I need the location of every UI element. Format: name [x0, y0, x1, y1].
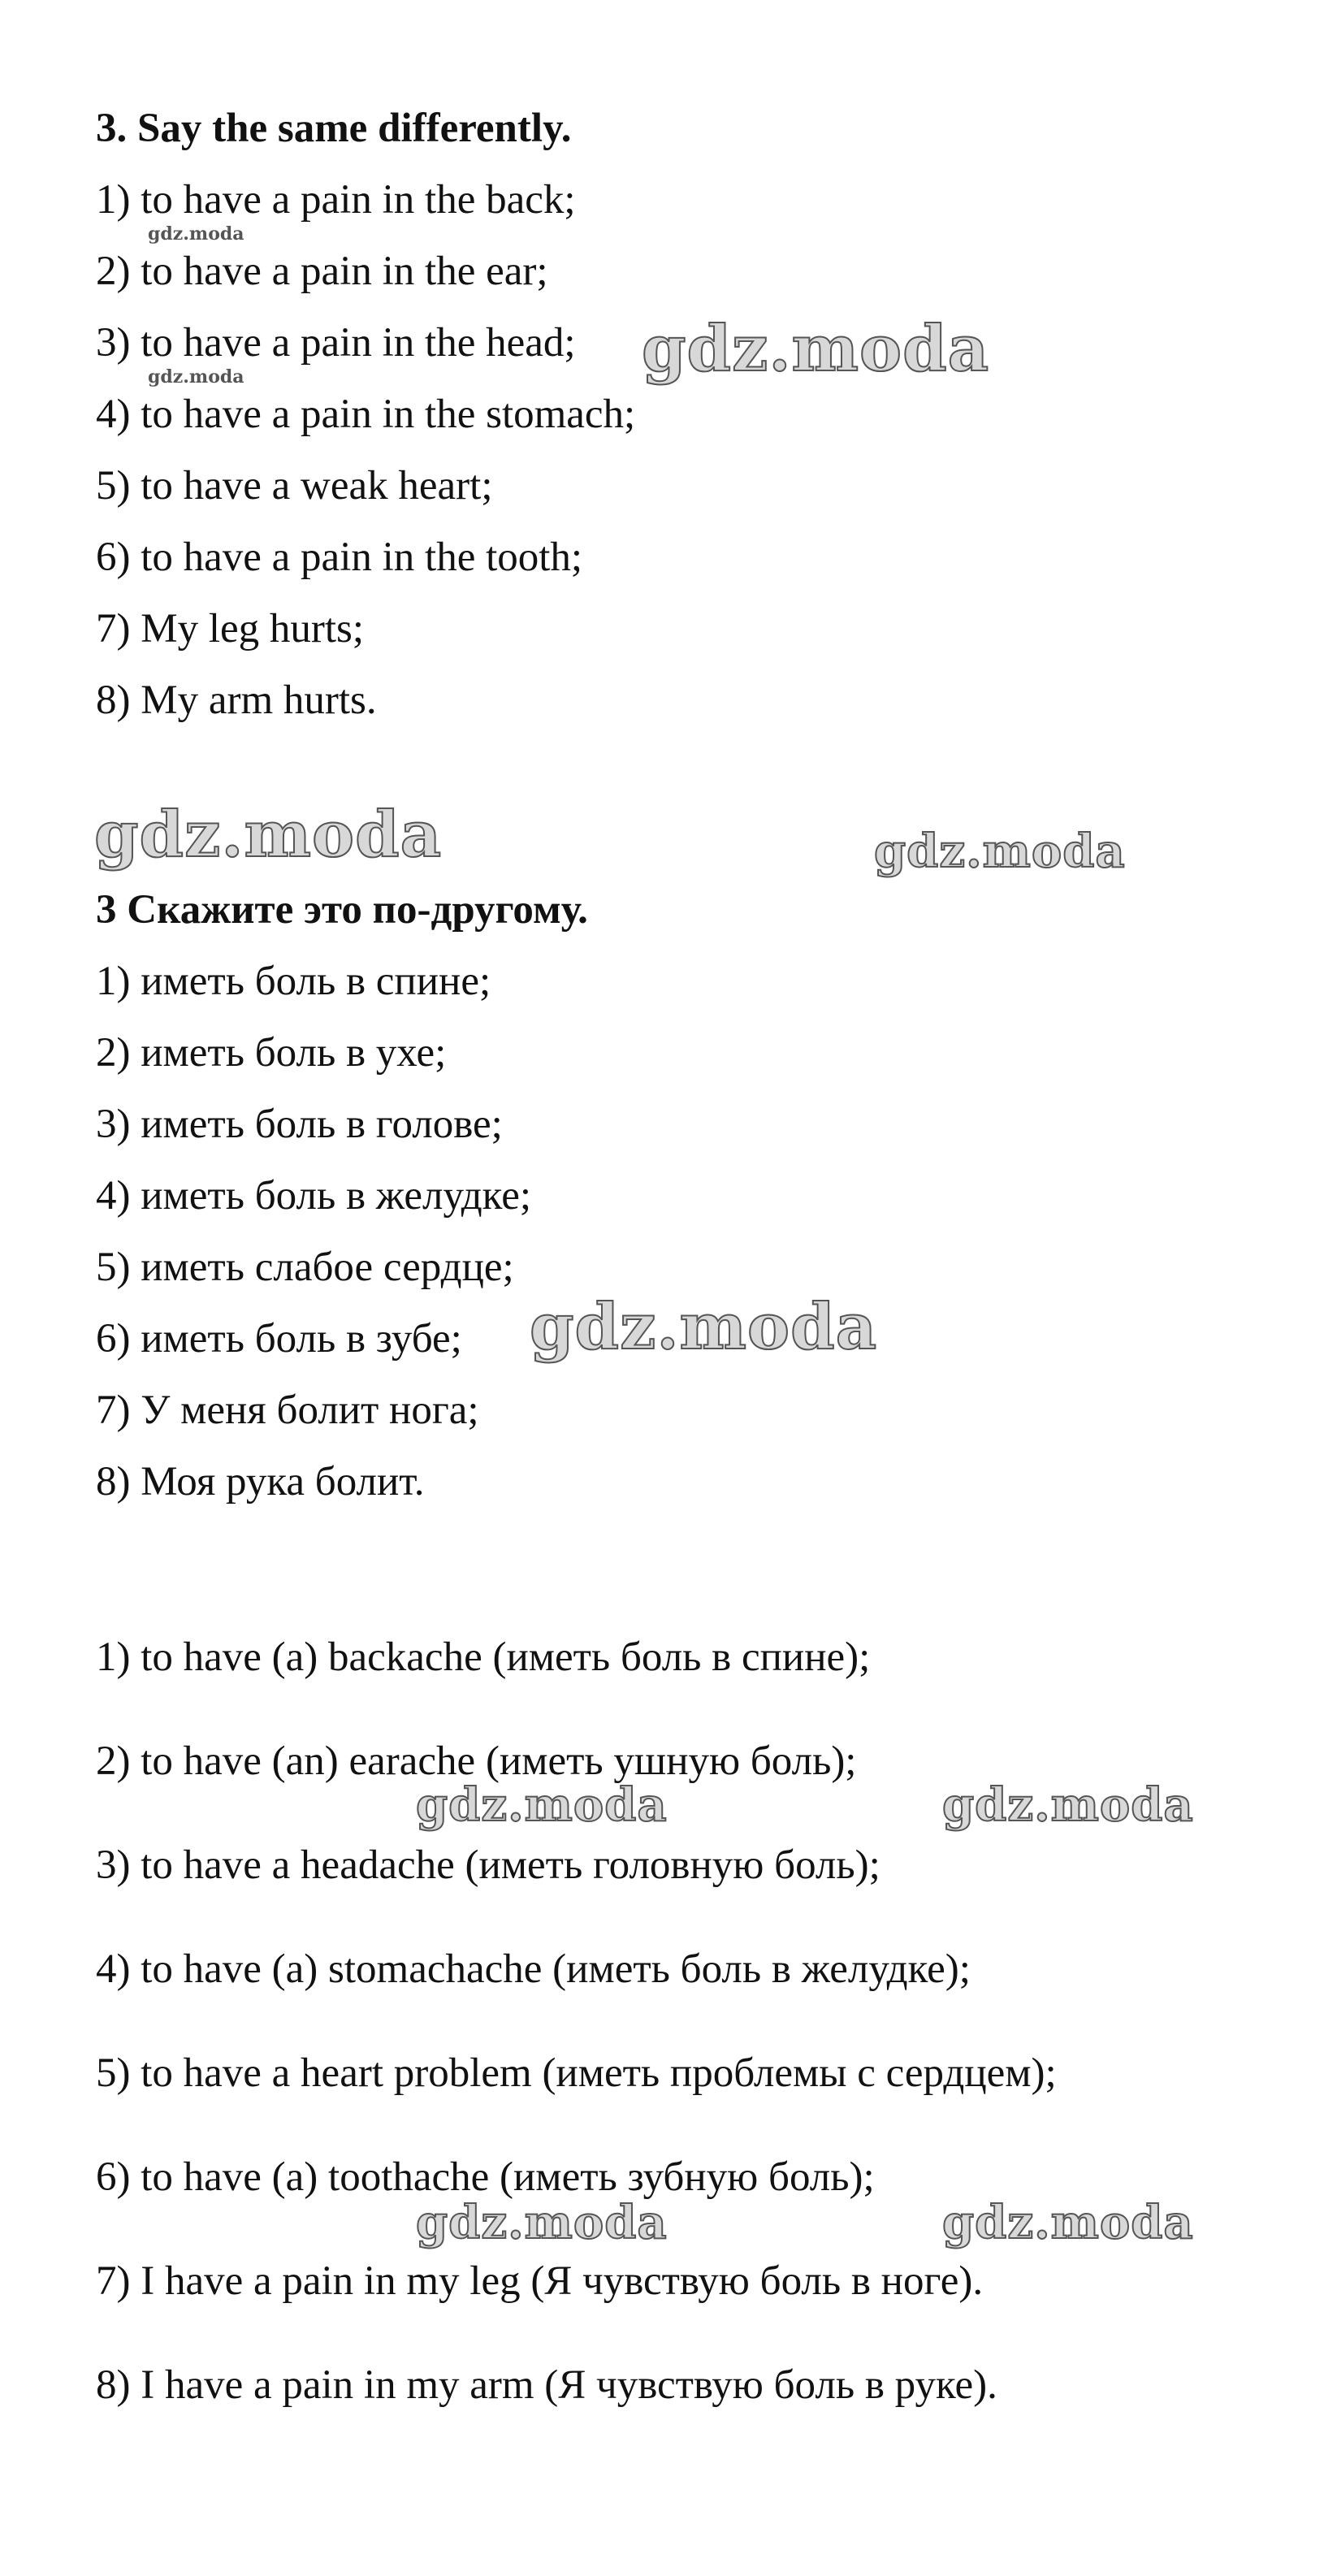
- russian-heading: 3 Скажите это по-другому.: [96, 887, 588, 933]
- english-item-2: 2) to have a pain in the ear;: [96, 249, 548, 294]
- watermark: gdz.moda: [942, 1778, 1194, 1832]
- english-item-1: 1) to have a pain in the back;: [96, 177, 576, 223]
- answer-5: 5) to have a heart problem (иметь проблемы с сердцем);: [96, 2050, 1057, 2096]
- english-item-6: 6) to have a pain in the tooth;: [96, 535, 583, 580]
- answer-2: 2) to have (an) earache (иметь ушную боль);: [96, 1738, 857, 1784]
- watermark: gdz.moda: [530, 1290, 878, 1364]
- russian-item-8: 8) Моя рука болит.: [96, 1459, 425, 1504]
- answer-1: 1) to have (a) backache (иметь боль в спине);: [96, 1634, 871, 1680]
- answer-4: 4) to have (a) stomachache (иметь боль в желудке);: [96, 1946, 971, 1992]
- watermark: gdz.moda: [874, 825, 1126, 878]
- russian-item-2: 2) иметь боль в ухе;: [96, 1030, 447, 1076]
- watermark: gdz.moda: [148, 223, 244, 245]
- watermark: gdz.moda: [148, 366, 244, 387]
- english-item-5: 5) to have a weak heart;: [96, 463, 493, 509]
- answer-3: 3) to have a headache (иметь головную боль);: [96, 1842, 881, 1888]
- answer-6: 6) to have (a) toothache (иметь зубную боль);: [96, 2154, 875, 2200]
- watermark: gdz.moda: [942, 2196, 1194, 2249]
- russian-item-5: 5) иметь слабое сердце;: [96, 1245, 514, 1290]
- russian-item-6: 6) иметь боль в зубе;: [96, 1316, 462, 1362]
- english-heading: 3. Say the same differently.: [96, 106, 572, 151]
- watermark: gdz.moda: [94, 798, 443, 872]
- russian-item-1: 1) иметь боль в спине;: [96, 959, 491, 1004]
- english-item-7: 7) My leg hurts;: [96, 606, 365, 652]
- russian-item-7: 7) У меня болит нога;: [96, 1388, 479, 1433]
- english-item-4: 4) to have a pain in the stomach;: [96, 392, 636, 437]
- watermark: gdz.moda: [416, 1778, 668, 1832]
- russian-item-4: 4) иметь боль в желудке;: [96, 1173, 531, 1219]
- english-item-8: 8) My arm hurts.: [96, 678, 377, 723]
- answer-7: 7) I have a pain in my leg (Я чувствую боль в ноге).: [96, 2258, 984, 2304]
- watermark: gdz.moda: [416, 2196, 668, 2249]
- english-item-3: 3) to have a pain in the head;: [96, 320, 576, 366]
- answer-8: 8) I have a pain in my arm (Я чувствую боль в руке).: [96, 2362, 997, 2408]
- russian-item-3: 3) иметь боль в голове;: [96, 1102, 503, 1147]
- watermark: gdz.moda: [642, 312, 990, 386]
